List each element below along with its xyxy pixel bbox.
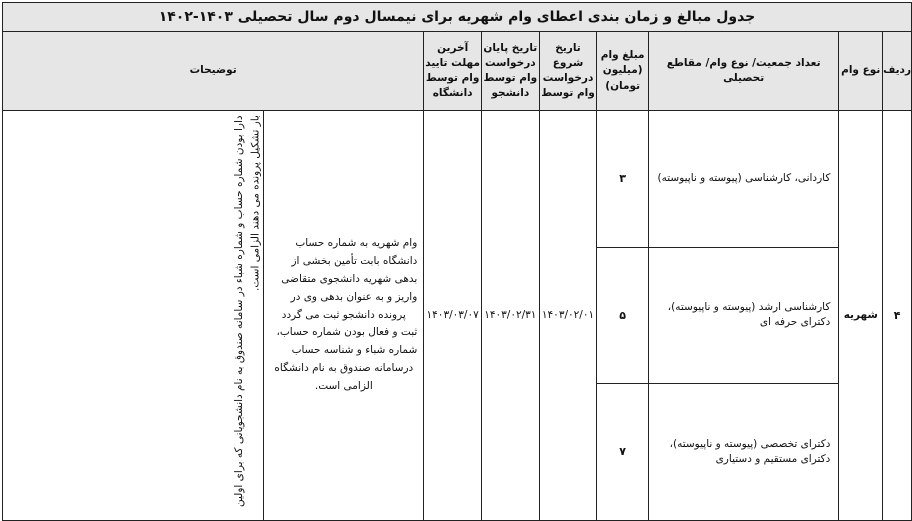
- amount-cell: ۳: [597, 111, 649, 248]
- row-number: ۴: [883, 111, 912, 521]
- amount-cell: ۵: [597, 247, 649, 384]
- loan-schedule-table: [2, 2, 912, 521]
- level-cell: کارشناسی ارشد (پیوسته و ناپیوسته)، دکترای حرفه ای: [648, 247, 838, 384]
- side-note-cell: [3, 111, 264, 521]
- start-date-cell: ۱۴۰۳/۰۲/۰۱: [539, 111, 597, 521]
- deadline-cell: ۱۴۰۳/۰۳/۰۷: [424, 111, 482, 521]
- description-line: پرونده دانشجو ثبت می گردد: [270, 307, 417, 325]
- description-line: بدهی شهریه دانشجوی متقاضی واریز و به عنوان بدهی وی در: [270, 271, 417, 307]
- end-date-cell: ۱۴۰۳/۰۲/۳۱: [481, 111, 539, 521]
- amount-cell: [597, 384, 649, 521]
- header-deadline: آخرین مهلت تایید وام توسط دانشگاه: [424, 32, 482, 111]
- description-line: درسامانه صندوق به نام دانشگاه الزامی است.: [270, 360, 417, 396]
- description-line: وام شهریه به شماره حساب دانشگاه بابت تأمین بخشی از: [270, 235, 417, 271]
- level-cell: کاردانی، کارشناسی (پیوسته و ناپیوسته): [648, 111, 838, 248]
- header-loan-type: نوع وام: [839, 32, 883, 111]
- level-cell: [648, 384, 838, 521]
- table-title: جدول مبالغ و زمان بندی اعطای وام شهریه برای نیمسال دوم سال تحصیلی ۱۴۰۳-۱۴۰۲: [3, 3, 912, 32]
- header-end-date: تاریخ پایان درخواست وام توسط دانشجو: [481, 32, 539, 111]
- side-note-text: دارا بودن شماره حساب و شماره شباء در سامانه صندوق به نام دانشجویانی که برای اولین بار تشکیل پرونده می دهند الزامی است.: [231, 111, 264, 520]
- header-amount: مبلغ وام (میلیون تومان): [597, 32, 649, 111]
- header-start-date: تاریخ شروع درخواست وام توسط: [539, 32, 597, 111]
- header-row-no: ردیف: [883, 32, 912, 111]
- header-population: تعداد جمعیت/ نوع وام/ مقاطع تحصیلی: [648, 32, 838, 111]
- description-cell: [264, 111, 424, 521]
- header-notes: توضیحات: [3, 32, 424, 111]
- row-loan-type: شهریه: [839, 111, 883, 521]
- description-line: ثبت و فعال بودن شماره حساب، شماره شباء و شناسه حساب: [270, 324, 417, 360]
